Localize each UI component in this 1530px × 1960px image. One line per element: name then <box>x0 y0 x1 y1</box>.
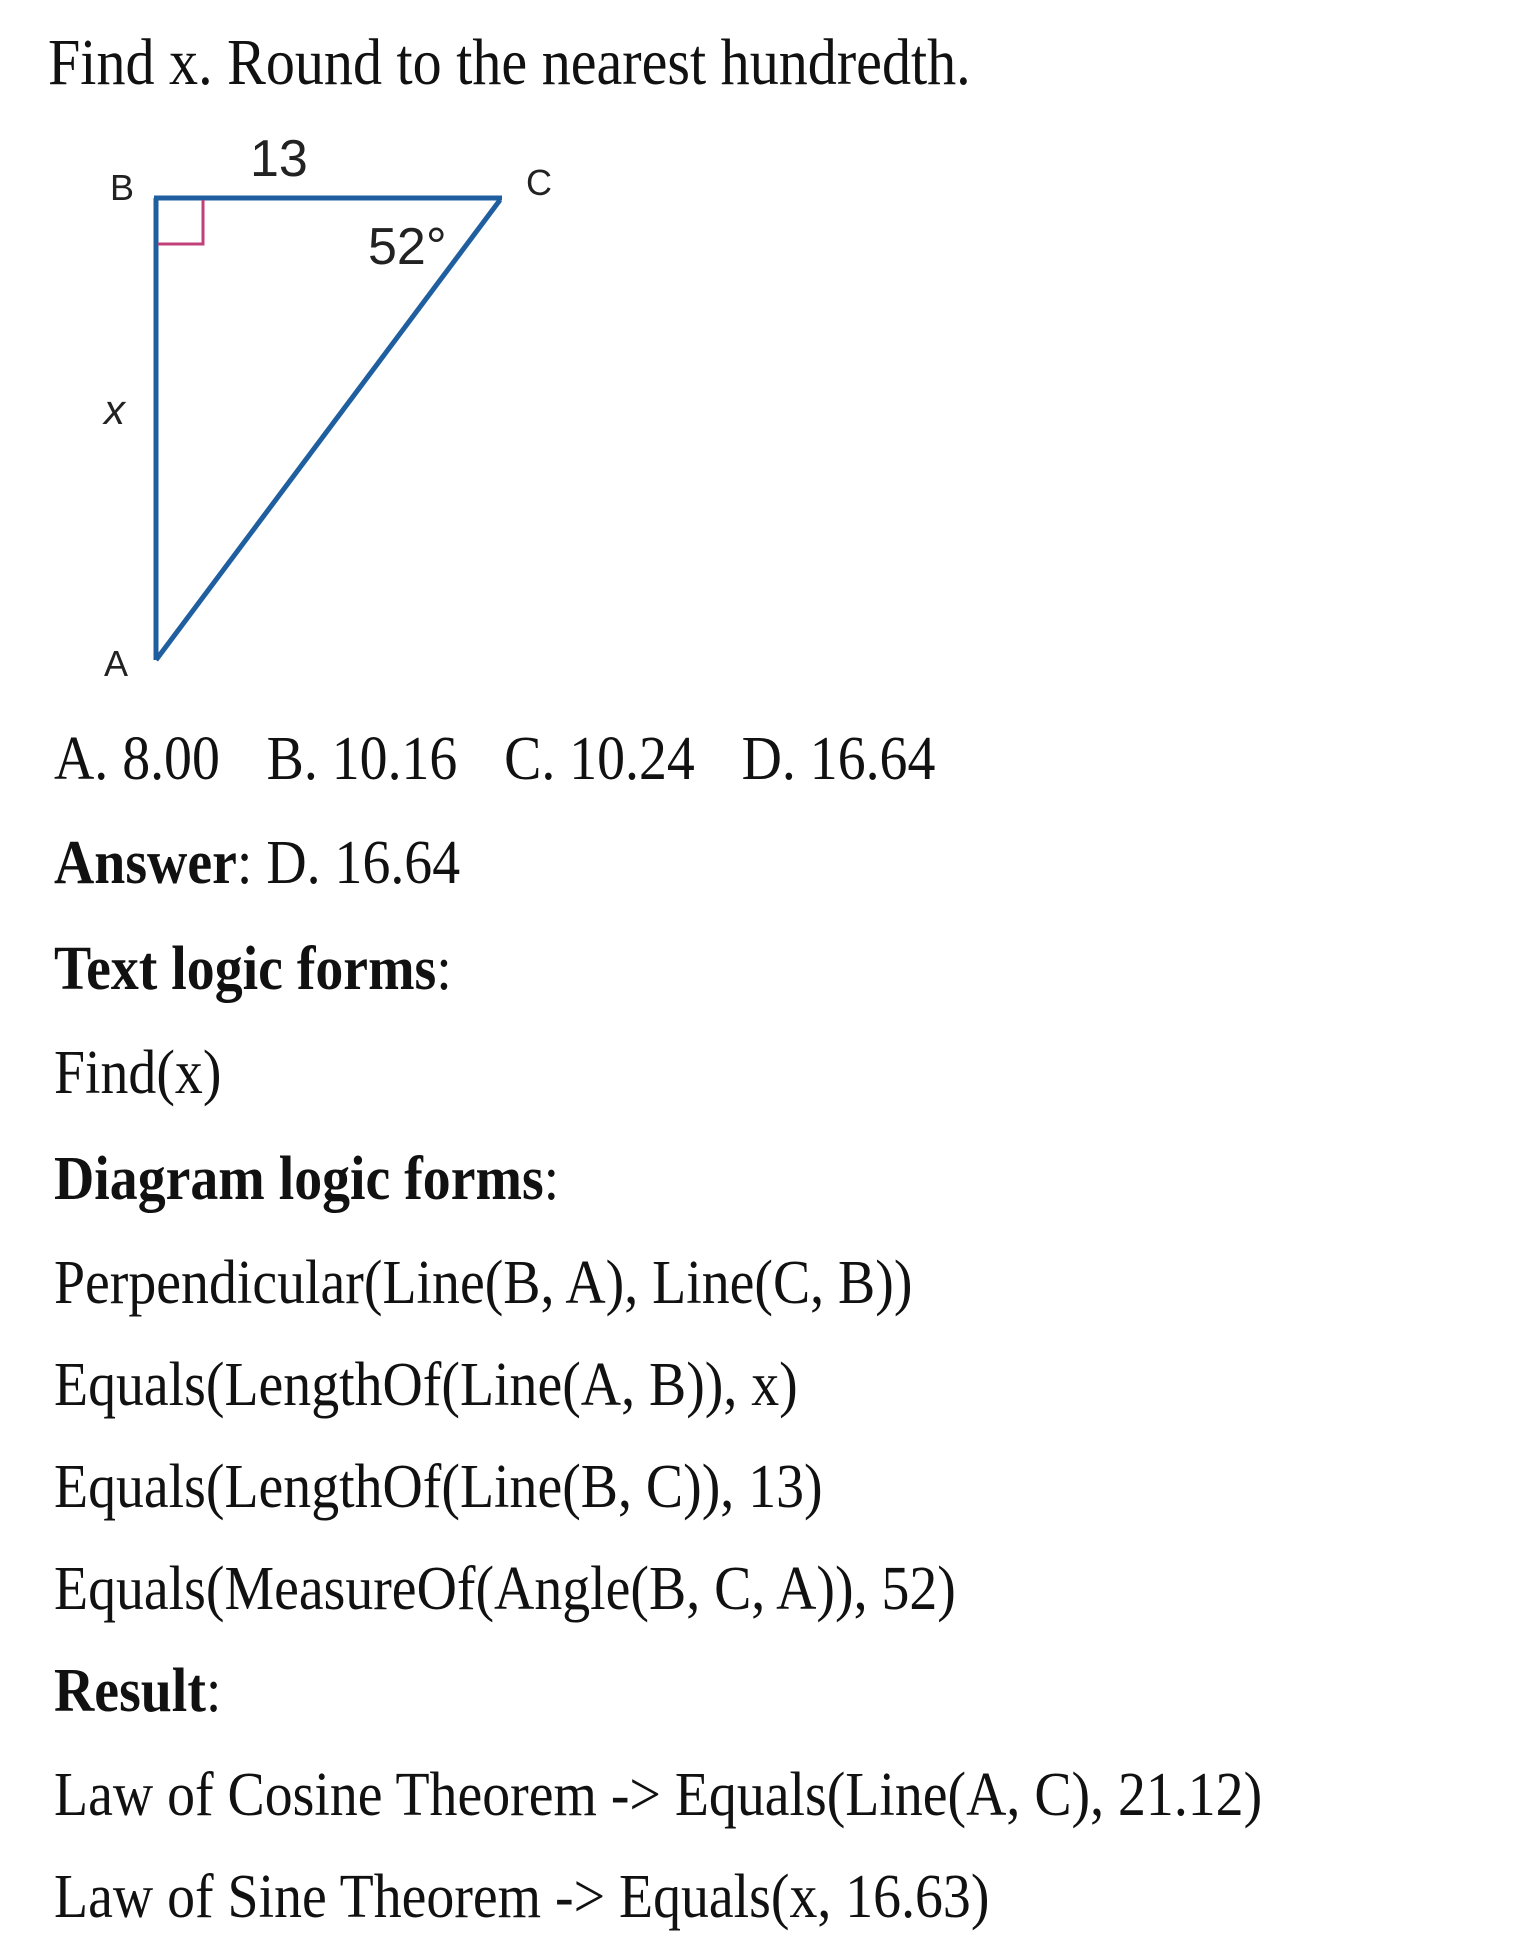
text-logic-sep: : <box>436 935 452 1003</box>
answer-sep: : <box>236 829 253 897</box>
vertex-label-b: B <box>110 167 135 208</box>
diagram-logic-form-length-bc: Equals(LengthOf(Line(B, C)), 13) <box>54 1453 823 1521</box>
result-law-of-cosine: Law of Cosine Theorem -> Equals(Line(A, C), 21.12) <box>54 1761 1263 1829</box>
choice-c: C. 10.24 <box>504 725 695 793</box>
side-label-13: 13 <box>250 130 308 188</box>
choice-a: A. 8.00 <box>54 725 220 793</box>
triangle-diagram <box>0 0 620 700</box>
vertex-label-c: C <box>526 162 552 203</box>
side-ac <box>156 200 500 660</box>
diagram-logic-heading-line <box>54 1145 560 1213</box>
angle-label-52: 52° <box>368 218 447 276</box>
answer-line <box>54 829 461 897</box>
diagram-logic-form-length-ab: Equals(LengthOf(Line(A, B)), x) <box>54 1351 798 1419</box>
vertex-label-a: A <box>104 643 129 684</box>
result-sep: : <box>205 1657 222 1725</box>
answer-choices <box>54 725 982 793</box>
diagram-logic-form-angle: Equals(MeasureOf(Angle(B, C, A)), 52) <box>54 1555 956 1623</box>
text-logic-form: Find(x) <box>54 1039 222 1107</box>
choice-d: D. 16.64 <box>741 725 936 793</box>
answer-value: D. 16.64 <box>252 829 461 897</box>
answer-heading: Answer <box>54 829 237 897</box>
triangle-figure <box>154 198 502 660</box>
diagram-logic-form-perpendicular: Perpendicular(Line(B, A), Line(C, B)) <box>54 1249 913 1317</box>
text-logic-heading: Text logic forms <box>54 935 437 1003</box>
result-heading: Result <box>54 1657 206 1725</box>
question-prompt: Find x. Round to the nearest hundredth. <box>48 26 971 99</box>
side-label-x: x <box>104 386 125 433</box>
choice-b: B. 10.16 <box>266 725 458 793</box>
result-heading-line <box>54 1657 222 1725</box>
text-logic-heading-line <box>54 935 452 1003</box>
result-law-of-sine: Law of Sine Theorem -> Equals(x, 16.63) <box>54 1863 990 1931</box>
diagram-logic-heading: Diagram logic forms <box>54 1145 544 1213</box>
diagram-logic-sep: : <box>543 1145 560 1213</box>
right-angle-marker <box>158 200 203 244</box>
